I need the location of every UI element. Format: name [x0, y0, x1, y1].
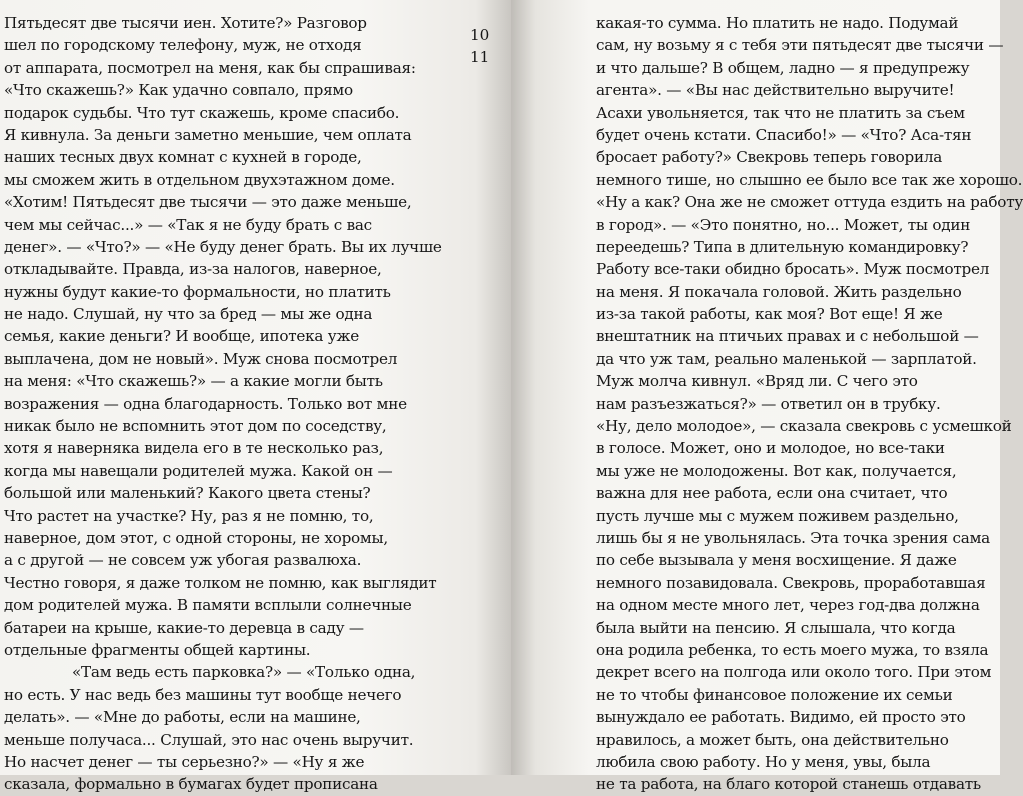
text-line: не та работа, на благо которой станешь отдавать: [596, 775, 981, 794]
text-line: но есть. У нас ведь без машины тут вообще нечего: [4, 685, 402, 704]
text-line: мы сможем жить в отдельном двухэтажном доме.: [4, 170, 395, 189]
text-line: агента». — «Вы нас действительно выручите!: [596, 81, 955, 100]
text-line: меньше получаса... Слушай, это нас очень выручит.: [4, 730, 414, 749]
text-line: на меня. Я покачала головой. Жить раздельно: [596, 282, 962, 301]
text-line: никак было не вспомнить этот дом по соседству,: [4, 417, 387, 436]
text-line: большой или маленький? Какого цвета стены?: [4, 484, 371, 503]
text-line: не то чтобы финансовое положение их семьи: [596, 685, 953, 704]
text-line: какая-то сумма. Но платить не надо. Подумай: [596, 14, 959, 32]
page-number-right: 11: [470, 48, 490, 66]
text-line: семья, какие деньги? И вообще, ипотека уже: [4, 327, 359, 346]
text-line: наших тесных двух комнат с кухней в городе,: [4, 148, 362, 167]
text-line: «Ну а как? Она же не сможет оттуда ездить на работу: [596, 193, 1023, 212]
text-line: нужны будут какие-то формальности, но платить: [4, 282, 391, 301]
text-line: лишь бы я не увольнялась. Эта точка зрения сама: [596, 528, 990, 547]
text-line: хотя я наверняка видела его в те несколько раз,: [4, 439, 384, 458]
text-line: и что дальше? В общем, ладно — я предупрежу: [596, 58, 970, 77]
text-line: сам, ну возьму я с тебя эти пятьдесят две тысячи —: [596, 36, 1004, 55]
text-line: в голосе. Может, оно и молодое, но все-таки: [596, 439, 945, 458]
text-line: подарок судьбы. Что тут скажешь, кроме спасибо.: [4, 103, 400, 122]
text-line: немного позавидовала. Свекровь, проработавшая: [596, 573, 986, 592]
text-line: выплачена, дом не новый». Муж снова посмотрел: [4, 349, 398, 368]
text-line: Что растет на участке? Ну, раз я не помню, то,: [4, 506, 374, 525]
text-line: Честно говоря, я даже толком не помню, как выглядит: [4, 573, 437, 592]
right-page: [511, 0, 1023, 794]
text-line: Но насчет денег — ты серьезно?» — «Ну я же: [4, 752, 365, 771]
text-line: нравилось, а может быть, она действительно: [596, 730, 949, 749]
text-line: Пятьдесят две тысячи иен. Хотите?» Разговор: [4, 14, 367, 32]
text-line: возражения — одна благодарность. Только вот мне: [4, 394, 407, 413]
text-line: немного тише, но слышно ее было все так же хорошо.: [596, 170, 1023, 189]
text-line: сказала, формально в бумагах будет прописана: [4, 775, 378, 794]
text-line: откладывайте. Правда, из-за налогов, наверное,: [4, 260, 382, 279]
text-line: на меня: «Что скажешь?» — а какие могли быть: [4, 372, 383, 391]
text-line: Муж молча кивнул. «Вряд ли. С чего это: [596, 372, 918, 391]
text-line: наверное, дом этот, с одной стороны, не хоромы,: [4, 528, 388, 547]
left-page-text: [4, 12, 442, 796]
text-line: когда мы навещали родителей мужа. Какой он —: [4, 461, 393, 480]
text-line: вынуждало ее работать. Видимо, ей просто это: [596, 708, 966, 727]
text-line: Асахи увольняется, так что не платить за съем: [596, 103, 965, 122]
text-line: Работу все-таки обидно бросать». Муж посмотрел: [596, 260, 990, 279]
text-line: шел по городскому телефону, муж, не отходя: [4, 36, 362, 55]
text-line: любила свою работу. Но у меня, увы, была: [596, 752, 931, 771]
text-line: да что уж там, реально маленькой — зарплатой.: [596, 349, 977, 368]
text-line: «Что скажешь?» Как удачно совпало, прямо: [4, 81, 353, 100]
text-line: важна для нее работа, если она считает, что: [596, 484, 948, 503]
text-line: переедешь? Типа в длительную командировку?: [596, 237, 969, 256]
page-number-left: 10: [470, 26, 490, 44]
text-line: делать». — «Мне до работы, если на машине,: [4, 708, 361, 727]
text-line: Я кивнула. За деньги заметно меньшие, чем оплата: [4, 125, 412, 144]
text-line: мы уже не молодожены. Вот как, получается,: [596, 461, 957, 480]
text-line: «Там ведь есть парковка?» — «Только одна,: [72, 663, 416, 682]
text-line: из-за такой работы, как моя? Вот еще! Я же: [596, 305, 943, 324]
left-page: [0, 0, 511, 794]
text-line: не надо. Слушай, ну что за бред — мы же одна: [4, 305, 373, 324]
text-line: внештатник на птичьих правах и с небольшой —: [596, 327, 979, 346]
text-line: дом родителей мужа. В памяти всплыли солнечные: [4, 596, 412, 615]
text-line: а с другой — не совсем уж убогая развалюха.: [4, 551, 362, 570]
text-line: нам разъезжаться?» — ответил он в трубку.: [596, 394, 941, 413]
text-line: будет очень кстати. Спасибо!» — «Что? Аса-тян: [596, 125, 972, 144]
text-line: пусть лучше мы с мужем поживем раздельно,: [596, 506, 959, 525]
text-line: она родила ребенка, то есть моего мужа, то взяла: [596, 640, 989, 659]
text-line: бросает работу?» Свекровь теперь говорила: [596, 148, 943, 167]
text-line: в город». — «Это понятно, но... Может, ты один: [596, 215, 971, 234]
text-line: денег». — «Что?» — «Не буду денег брать. Вы их лучше: [4, 237, 442, 256]
text-line: «Ну, дело молодое», — сказала свекровь с усмешкой: [596, 417, 1012, 436]
text-line: на одном месте много лет, через год-два должна: [596, 596, 980, 615]
text-line: была выйти на пенсию. Я слышала, что когда: [596, 618, 956, 637]
text-line: «Хотим! Пятьдесят две тысячи — это даже меньше,: [4, 193, 412, 212]
text-line: по себе вызывала у меня восхищение. Я даже: [596, 551, 957, 570]
text-line: декрет всего на полгода или около того. При этом: [596, 663, 992, 682]
text-line: отдельные фрагменты общей картины.: [4, 640, 311, 659]
right-page-text: [596, 12, 1023, 796]
text-line: батареи на крыше, какие-то деревца в саду —: [4, 618, 364, 637]
text-line: чем мы сейчас...» — «Так я не буду брать с вас: [4, 215, 372, 234]
text-line: от аппарата, посмотрел на меня, как бы спрашивая:: [4, 58, 416, 77]
